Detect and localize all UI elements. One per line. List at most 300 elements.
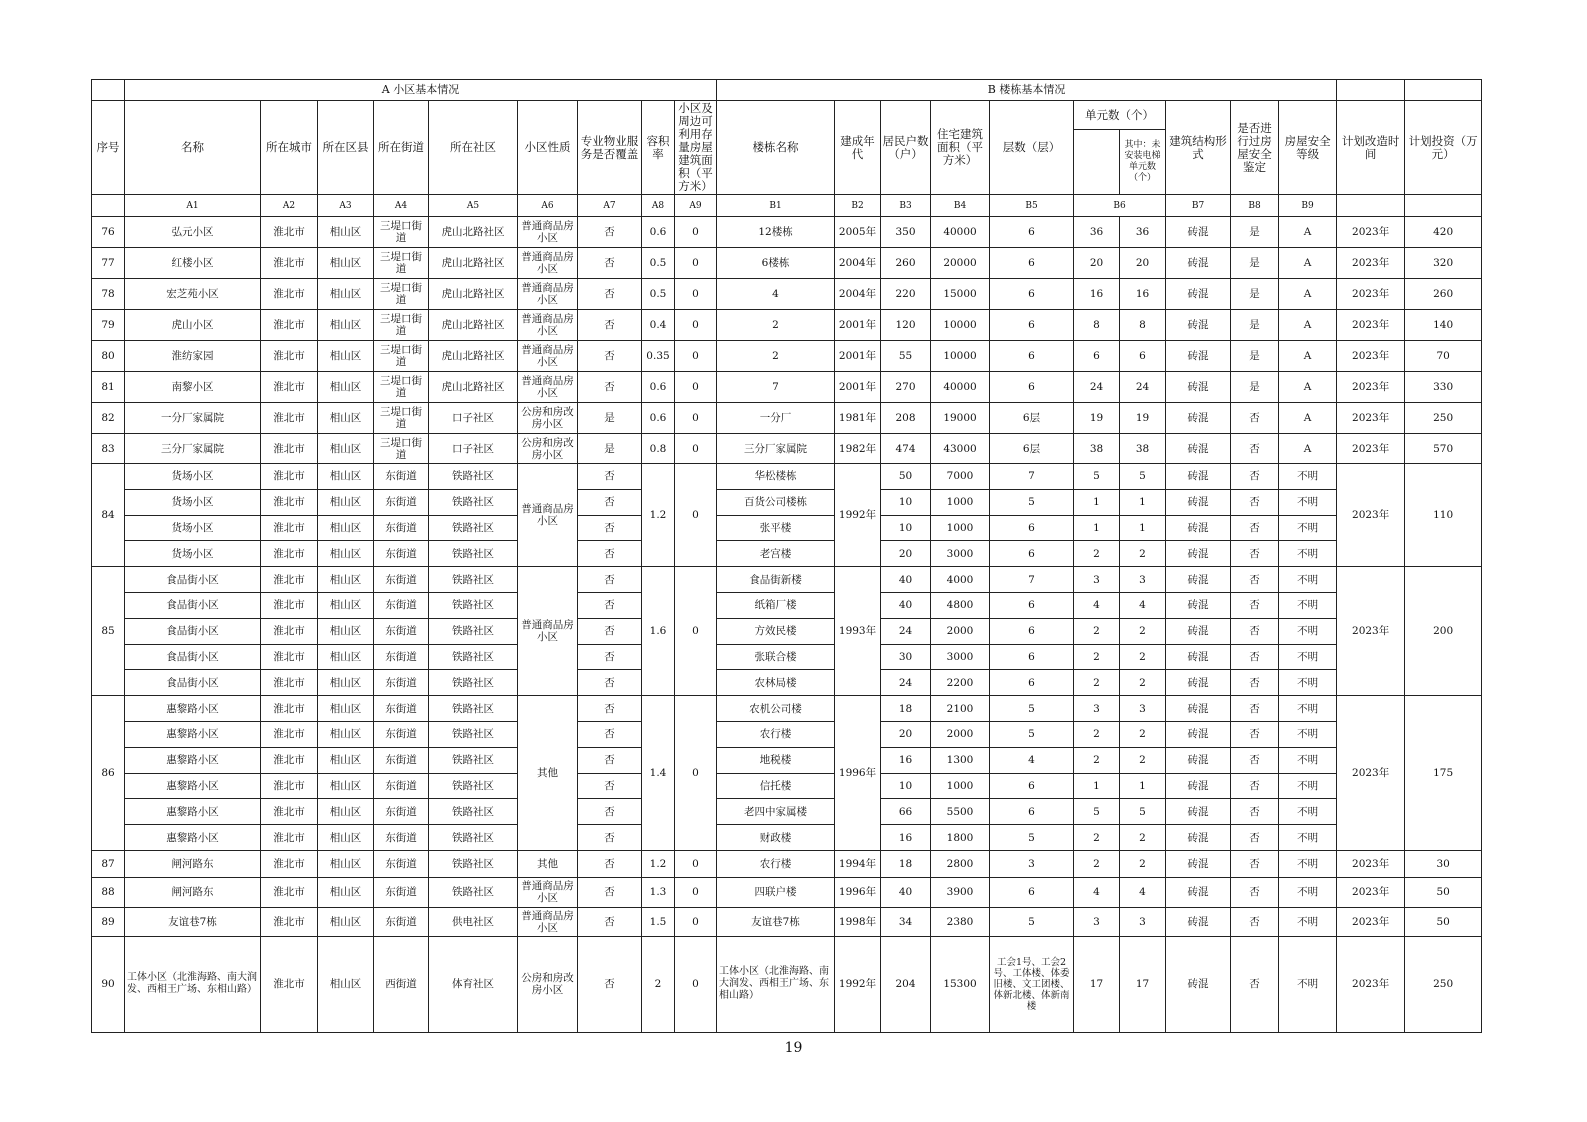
safety-cell: A — [1279, 341, 1337, 372]
community-cell: 铁路社区 — [429, 721, 518, 747]
floors-cell: 3 — [990, 850, 1074, 877]
building-name-cell: 食品街新楼 — [717, 567, 835, 593]
plan-time-cell: 2023年 — [1337, 372, 1405, 403]
seq-cell: 89 — [92, 907, 125, 936]
table-row — [92, 541, 1482, 567]
seq-cell: 81 — [92, 372, 125, 403]
county-cell: 相山区 — [318, 825, 374, 851]
area-cell: 0 — [675, 696, 717, 851]
community-name-cell: 惠黎路小区 — [125, 773, 261, 799]
building-name-cell: 4 — [717, 279, 835, 310]
plan-invest-cell: 320 — [1405, 248, 1482, 279]
safety-cell: 不明 — [1279, 592, 1337, 618]
floor-area-cell: 10000 — [931, 310, 990, 341]
structure-cell: 砖混 — [1166, 747, 1231, 773]
seq-cell: 80 — [92, 341, 125, 372]
nature-cell: 公房和房改房小区 — [518, 434, 578, 464]
city-cell: 淮北市 — [261, 248, 318, 279]
plan-time-cell: 2023年 — [1337, 434, 1405, 464]
floor-area-cell: 7000 — [931, 464, 990, 490]
floor-area-cell: 15300 — [931, 936, 990, 1032]
table-row — [92, 434, 1482, 464]
seq-cell: 87 — [92, 850, 125, 877]
street-cell: 东街道 — [374, 907, 429, 936]
county-cell: 相山区 — [318, 747, 374, 773]
year-cell: 2005年 — [835, 217, 881, 248]
units-cell: 5 — [1074, 799, 1120, 825]
street-cell: 东街道 — [374, 825, 429, 851]
community-name-cell: 食品街小区 — [125, 567, 261, 593]
community-name-cell: 工体小区（北淮海路、南大润发、西相王广场、东相山路） — [125, 936, 261, 1032]
units-no-elevator-cell: 2 — [1120, 541, 1166, 567]
property-cell: 否 — [578, 248, 642, 279]
units-cell: 2 — [1074, 670, 1120, 696]
code-a9: A9 — [675, 195, 717, 217]
city-cell: 淮北市 — [261, 618, 318, 644]
units-cell: 1 — [1074, 773, 1120, 799]
floor-area-cell: 1000 — [931, 489, 990, 515]
community-name-cell: 食品街小区 — [125, 592, 261, 618]
floor-area-cell: 1800 — [931, 825, 990, 851]
city-cell: 淮北市 — [261, 567, 318, 593]
structure-cell: 砖混 — [1166, 670, 1231, 696]
far-cell: 1.4 — [642, 696, 675, 851]
city-cell: 淮北市 — [261, 670, 318, 696]
units-no-elevator-cell: 2 — [1120, 618, 1166, 644]
community-cell: 口子社区 — [429, 434, 518, 464]
appraised-cell: 否 — [1231, 850, 1279, 877]
community-name-cell: 食品街小区 — [125, 670, 261, 696]
property-cell: 否 — [578, 936, 642, 1032]
plan-time-cell: 2023年 — [1337, 217, 1405, 248]
table-row — [92, 618, 1482, 644]
floors-cell: 5 — [990, 907, 1074, 936]
households-cell: 10 — [881, 773, 931, 799]
year-cell: 1996年 — [835, 696, 881, 851]
floor-area-cell: 2100 — [931, 696, 990, 722]
county-cell: 相山区 — [318, 773, 374, 799]
year-cell: 2001年 — [835, 372, 881, 403]
structure-cell: 砖混 — [1166, 721, 1231, 747]
units-cell: 19 — [1074, 403, 1120, 434]
area-cell: 0 — [675, 567, 717, 696]
table-row — [92, 747, 1482, 773]
units-no-elevator-cell: 24 — [1120, 372, 1166, 403]
col-plan-time: 计划改造时间 — [1337, 101, 1405, 195]
col-units: 单元数（个） — [1074, 101, 1166, 130]
households-cell: 24 — [881, 618, 931, 644]
structure-cell: 砖混 — [1166, 825, 1231, 851]
building-name-cell: 工体小区（北淮海路、南大润发、西相王广场、东相山路） — [717, 936, 835, 1032]
city-cell: 淮北市 — [261, 747, 318, 773]
floors-cell: 6 — [990, 279, 1074, 310]
code-b3: B3 — [881, 195, 931, 217]
header-corner — [92, 80, 125, 101]
units-cell: 36 — [1074, 217, 1120, 248]
city-cell: 淮北市 — [261, 310, 318, 341]
plan-time-cell: 2023年 — [1337, 877, 1405, 907]
header-spacer — [1337, 80, 1405, 101]
units-cell: 6 — [1074, 341, 1120, 372]
units-cell: 3 — [1074, 696, 1120, 722]
area-cell: 0 — [675, 372, 717, 403]
nature-cell: 普通商品房小区 — [518, 248, 578, 279]
floors-cell: 6 — [990, 310, 1074, 341]
property-cell: 否 — [578, 825, 642, 851]
county-cell: 相山区 — [318, 936, 374, 1032]
safety-cell: 不明 — [1279, 541, 1337, 567]
appraised-cell: 否 — [1231, 618, 1279, 644]
table-row — [92, 217, 1482, 248]
households-cell: 66 — [881, 799, 931, 825]
year-cell: 1981年 — [835, 403, 881, 434]
appraised-cell: 否 — [1231, 799, 1279, 825]
safety-cell: 不明 — [1279, 696, 1337, 722]
safety-cell: 不明 — [1279, 936, 1337, 1032]
col-floors: 层数（层） — [990, 101, 1074, 195]
units-no-elevator-cell: 8 — [1120, 310, 1166, 341]
city-cell: 淮北市 — [261, 489, 318, 515]
table-row — [92, 248, 1482, 279]
community-name-cell: 南黎小区 — [125, 372, 261, 403]
community-cell: 虎山北路社区 — [429, 341, 518, 372]
plan-invest-cell: 110 — [1405, 464, 1482, 567]
units-no-elevator-cell: 3 — [1120, 907, 1166, 936]
plan-time-cell: 2023年 — [1337, 464, 1405, 567]
floors-cell: 6 — [990, 773, 1074, 799]
floors-cell: 6 — [990, 592, 1074, 618]
city-cell: 淮北市 — [261, 644, 318, 670]
county-cell: 相山区 — [318, 279, 374, 310]
safety-cell: 不明 — [1279, 644, 1337, 670]
area-cell: 0 — [675, 907, 717, 936]
safety-cell: 不明 — [1279, 670, 1337, 696]
page-number: 19 — [784, 1040, 803, 1056]
year-cell: 2004年 — [835, 248, 881, 279]
units-cell: 38 — [1074, 434, 1120, 464]
community-cell: 供电社区 — [429, 907, 518, 936]
plan-invest-cell: 50 — [1405, 907, 1482, 936]
code-b2: B2 — [835, 195, 881, 217]
building-name-cell: 农行楼 — [717, 721, 835, 747]
nature-cell: 其他 — [518, 696, 578, 851]
group-b-header: B 楼栋基本情况 — [717, 80, 1337, 101]
far-cell: 1.3 — [642, 877, 675, 907]
community-cell: 体育社区 — [429, 936, 518, 1032]
units-cell: 1 — [1074, 515, 1120, 541]
col-county: 所在区县 — [318, 101, 374, 195]
street-cell: 东街道 — [374, 799, 429, 825]
col-year: 建成年代 — [835, 101, 881, 195]
households-cell: 40 — [881, 877, 931, 907]
county-cell: 相山区 — [318, 248, 374, 279]
street-cell: 三堤口街道 — [374, 279, 429, 310]
units-no-elevator-cell: 4 — [1120, 877, 1166, 907]
structure-cell: 砖混 — [1166, 618, 1231, 644]
building-name-cell: 纸箱厂楼 — [717, 592, 835, 618]
community-name-cell: 虎山小区 — [125, 310, 261, 341]
property-cell: 否 — [578, 670, 642, 696]
code-a1: A1 — [125, 195, 261, 217]
units-no-elevator-cell: 2 — [1120, 644, 1166, 670]
far-cell: 1.5 — [642, 907, 675, 936]
street-cell: 三堤口街道 — [374, 434, 429, 464]
street-cell: 东街道 — [374, 515, 429, 541]
appraised-cell: 否 — [1231, 907, 1279, 936]
area-cell: 0 — [675, 464, 717, 567]
appraised-cell: 否 — [1231, 644, 1279, 670]
structure-cell: 砖混 — [1166, 372, 1231, 403]
structure-cell: 砖混 — [1166, 403, 1231, 434]
safety-cell: 不明 — [1279, 515, 1337, 541]
plan-invest-cell: 70 — [1405, 341, 1482, 372]
property-cell: 否 — [578, 644, 642, 670]
county-cell: 相山区 — [318, 850, 374, 877]
appraised-cell: 否 — [1231, 936, 1279, 1032]
units-cell: 2 — [1074, 721, 1120, 747]
plan-invest-cell: 50 — [1405, 877, 1482, 907]
units-cell: 1 — [1074, 489, 1120, 515]
seq-cell: 90 — [92, 936, 125, 1032]
floors-cell: 6层 — [990, 403, 1074, 434]
col-community: 所在社区 — [429, 101, 518, 195]
building-name-cell: 农林局楼 — [717, 670, 835, 696]
building-name-cell: 7 — [717, 372, 835, 403]
structure-cell: 砖混 — [1166, 850, 1231, 877]
city-cell: 淮北市 — [261, 279, 318, 310]
structure-cell: 砖混 — [1166, 877, 1231, 907]
street-cell: 东街道 — [374, 721, 429, 747]
group-a-header: A 小区基本情况 — [125, 80, 717, 101]
safety-cell: 不明 — [1279, 850, 1337, 877]
table-row — [92, 310, 1482, 341]
area-cell: 0 — [675, 341, 717, 372]
structure-cell: 砖混 — [1166, 799, 1231, 825]
households-cell: 260 — [881, 248, 931, 279]
community-cell: 铁路社区 — [429, 747, 518, 773]
city-cell: 淮北市 — [261, 696, 318, 722]
units-cell: 17 — [1074, 936, 1120, 1032]
property-cell: 否 — [578, 907, 642, 936]
county-cell: 相山区 — [318, 464, 374, 490]
community-name-cell: 惠黎路小区 — [125, 747, 261, 773]
building-name-cell: 百货公司楼栋 — [717, 489, 835, 515]
households-cell: 16 — [881, 825, 931, 851]
units-cell: 2 — [1074, 747, 1120, 773]
property-cell: 是 — [578, 403, 642, 434]
year-cell: 1992年 — [835, 464, 881, 567]
property-cell: 否 — [578, 721, 642, 747]
code-b5: B5 — [990, 195, 1074, 217]
structure-cell: 砖混 — [1166, 279, 1231, 310]
floors-cell: 5 — [990, 489, 1074, 515]
year-cell: 1993年 — [835, 567, 881, 696]
households-cell: 120 — [881, 310, 931, 341]
community-name-cell: 宏芝苑小区 — [125, 279, 261, 310]
code-a7: A7 — [578, 195, 642, 217]
floors-cell: 工会1号、工会2号、工体楼、体委旧楼、文工团楼、体新北楼、体新南楼 — [990, 936, 1074, 1032]
plan-time-cell: 2023年 — [1337, 567, 1405, 696]
county-cell: 相山区 — [318, 618, 374, 644]
seq-cell: 83 — [92, 434, 125, 464]
col-city: 所在城市 — [261, 101, 318, 195]
county-cell: 相山区 — [318, 592, 374, 618]
households-cell: 474 — [881, 434, 931, 464]
community-name-cell: 友谊巷7栋 — [125, 907, 261, 936]
floors-cell: 6 — [990, 644, 1074, 670]
far-cell: 0.6 — [642, 372, 675, 403]
households-cell: 204 — [881, 936, 931, 1032]
table-row — [92, 403, 1482, 434]
table-row — [92, 489, 1482, 515]
county-cell: 相山区 — [318, 541, 374, 567]
plan-invest-cell: 330 — [1405, 372, 1482, 403]
units-cell: 5 — [1074, 464, 1120, 490]
building-name-cell: 农机公司楼 — [717, 696, 835, 722]
table-row — [92, 936, 1482, 1032]
area-cell: 0 — [675, 434, 717, 464]
table-row — [92, 567, 1482, 593]
property-cell: 否 — [578, 515, 642, 541]
appraised-cell: 否 — [1231, 773, 1279, 799]
units-cell: 2 — [1074, 644, 1120, 670]
building-name-cell: 方效民楼 — [717, 618, 835, 644]
city-cell: 淮北市 — [261, 434, 318, 464]
floors-cell: 6层 — [990, 434, 1074, 464]
households-cell: 208 — [881, 403, 931, 434]
far-cell: 1.2 — [642, 464, 675, 567]
appraised-cell: 否 — [1231, 567, 1279, 593]
units-no-elevator-cell: 38 — [1120, 434, 1166, 464]
appraised-cell: 否 — [1231, 515, 1279, 541]
city-cell: 淮北市 — [261, 721, 318, 747]
city-cell: 淮北市 — [261, 877, 318, 907]
community-cell: 铁路社区 — [429, 489, 518, 515]
floor-area-cell: 4800 — [931, 592, 990, 618]
community-cell: 铁路社区 — [429, 464, 518, 490]
plan-invest-cell: 200 — [1405, 567, 1482, 696]
county-cell: 相山区 — [318, 799, 374, 825]
property-cell: 否 — [578, 799, 642, 825]
plan-time-cell: 2023年 — [1337, 936, 1405, 1032]
households-cell: 40 — [881, 567, 931, 593]
plan-time-cell: 2023年 — [1337, 248, 1405, 279]
city-cell: 淮北市 — [261, 341, 318, 372]
structure-cell: 砖混 — [1166, 515, 1231, 541]
community-cell: 铁路社区 — [429, 592, 518, 618]
structure-cell: 砖混 — [1166, 464, 1231, 490]
floor-area-cell: 1300 — [931, 747, 990, 773]
community-name-cell: 弘元小区 — [125, 217, 261, 248]
floor-area-cell: 40000 — [931, 217, 990, 248]
safety-cell: 不明 — [1279, 907, 1337, 936]
appraised-cell: 否 — [1231, 489, 1279, 515]
units-no-elevator-cell: 1 — [1120, 773, 1166, 799]
county-cell: 相山区 — [318, 372, 374, 403]
col-structure: 建筑结构形式 — [1166, 101, 1231, 195]
col-households: 居民户数（户） — [881, 101, 931, 195]
safety-cell: 不明 — [1279, 877, 1337, 907]
community-cell: 虎山北路社区 — [429, 310, 518, 341]
units-no-elevator-cell: 5 — [1120, 799, 1166, 825]
floor-area-cell: 40000 — [931, 372, 990, 403]
structure-cell: 砖混 — [1166, 310, 1231, 341]
nature-cell: 其他 — [518, 850, 578, 877]
nature-cell: 普通商品房小区 — [518, 567, 578, 696]
col-plan-invest: 计划投资（万元） — [1405, 101, 1482, 195]
area-cell: 0 — [675, 403, 717, 434]
plan-time-cell: 2023年 — [1337, 907, 1405, 936]
units-no-elevator-cell: 2 — [1120, 670, 1166, 696]
county-cell: 相山区 — [318, 670, 374, 696]
units-no-elevator-cell: 1 — [1120, 515, 1166, 541]
far-cell: 0.5 — [642, 248, 675, 279]
building-name-cell: 12楼栋 — [717, 217, 835, 248]
safety-cell: A — [1279, 310, 1337, 341]
households-cell: 24 — [881, 670, 931, 696]
col-street: 所在街道 — [374, 101, 429, 195]
community-cell: 铁路社区 — [429, 567, 518, 593]
units-no-elevator-cell: 5 — [1120, 464, 1166, 490]
appraised-cell: 是 — [1231, 372, 1279, 403]
far-cell: 0.4 — [642, 310, 675, 341]
safety-cell: A — [1279, 434, 1337, 464]
table-row — [92, 721, 1482, 747]
floor-area-cell: 2000 — [931, 721, 990, 747]
col-area: 小区及周边可利用存量房屋建筑面积（平方米） — [675, 101, 717, 195]
plan-invest-cell: 250 — [1405, 403, 1482, 434]
community-name-cell: 红楼小区 — [125, 248, 261, 279]
col-units-total — [1074, 130, 1120, 195]
floors-cell: 6 — [990, 372, 1074, 403]
code-b9: B9 — [1279, 195, 1337, 217]
city-cell: 淮北市 — [261, 936, 318, 1032]
units-cell: 2 — [1074, 618, 1120, 644]
community-cell: 虎山北路社区 — [429, 372, 518, 403]
street-cell: 东街道 — [374, 618, 429, 644]
community-name-cell: 货场小区 — [125, 464, 261, 490]
street-cell: 东街道 — [374, 567, 429, 593]
street-cell: 三堤口街道 — [374, 341, 429, 372]
safety-cell: A — [1279, 217, 1337, 248]
units-no-elevator-cell: 16 — [1120, 279, 1166, 310]
structure-cell: 砖混 — [1166, 217, 1231, 248]
table-row — [92, 877, 1482, 907]
code-a2: A2 — [261, 195, 318, 217]
property-cell: 否 — [578, 773, 642, 799]
year-cell: 1998年 — [835, 907, 881, 936]
code-b8: B8 — [1231, 195, 1279, 217]
community-cell: 铁路社区 — [429, 825, 518, 851]
building-name-cell: 老四中家属楼 — [717, 799, 835, 825]
units-cell: 8 — [1074, 310, 1120, 341]
seq-cell: 82 — [92, 403, 125, 434]
table-row — [92, 907, 1482, 936]
safety-cell: 不明 — [1279, 618, 1337, 644]
area-cell: 0 — [675, 310, 717, 341]
plan-time-cell: 2023年 — [1337, 696, 1405, 851]
area-cell: 0 — [675, 248, 717, 279]
street-cell: 三堤口街道 — [374, 372, 429, 403]
appraised-cell: 否 — [1231, 747, 1279, 773]
property-cell: 否 — [578, 850, 642, 877]
col-safety: 房屋安全等级 — [1279, 101, 1337, 195]
county-cell: 相山区 — [318, 696, 374, 722]
table-row — [92, 773, 1482, 799]
code-b6: B6 — [1074, 195, 1166, 217]
building-name-cell: 友谊巷7栋 — [717, 907, 835, 936]
area-cell: 0 — [675, 936, 717, 1032]
